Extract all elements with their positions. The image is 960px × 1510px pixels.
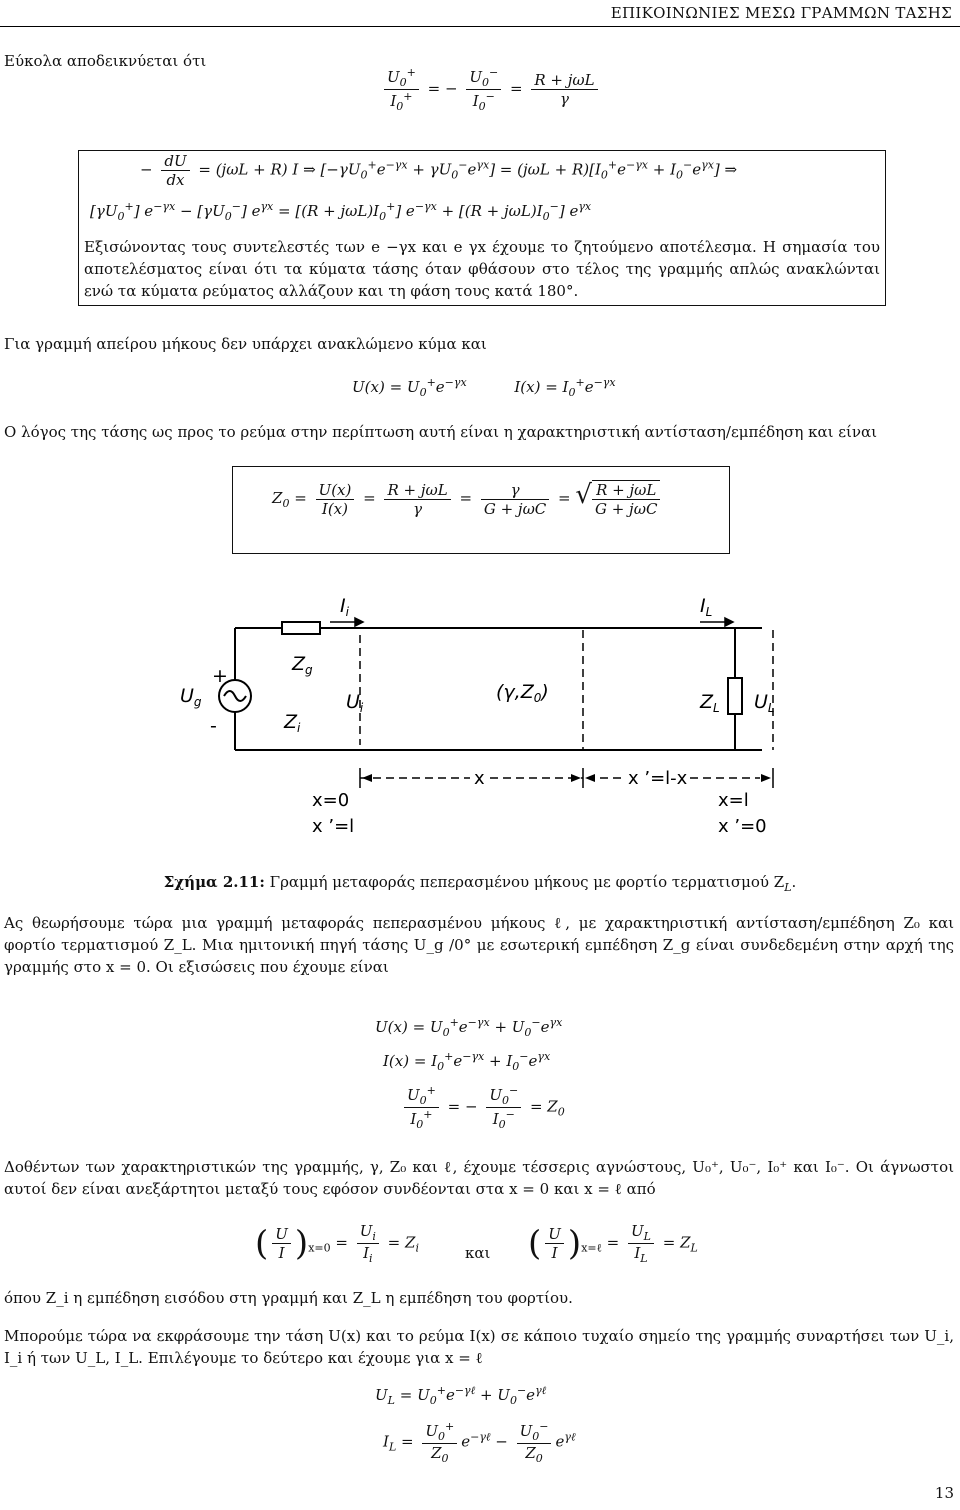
label-x: x xyxy=(474,768,485,789)
intro-text: Εύκολα αποδεικνύεται ότι xyxy=(4,52,207,70)
equation-derivative: − $\frac{dU}{dx}$ = (jωL + R) I ⇒ $[-\gamma U_0^+e^{-\gamma x} + \gamma U_0^-e^{\gamma x}] = (j\omega L + R)[I_0^+e^{-\gamma x} + I_0^-e^{\gamma x}]$ ⇒ xyxy=(140,152,738,189)
running-header: ΕΠΙΚΟΙΝΩΝΙΕΣ ΜΕΣΩ ΓΡΑΜΜΩΝ ΤΑΣΗΣ xyxy=(610,4,952,22)
header-rule xyxy=(0,26,960,27)
label-Ug: $U_g$ xyxy=(180,685,202,709)
label-plus: + xyxy=(212,665,228,687)
equation-voltage: $U(x) = U_0^+e^{-\gamma x} + U_0^-e^{\gamma x}$ xyxy=(375,1016,563,1039)
label-xprime: x ’=l-x xyxy=(628,768,688,789)
kai-text: και xyxy=(465,1244,491,1262)
equation-ratio-gamma: $\frac{U_0^+}{I_0^+}$ = − $\frac{U_0^-}{I_0^-}$ = $\frac{\text{R + jωL}}{\gamma}$ xyxy=(380,66,602,113)
transmission-line-circuit xyxy=(0,590,960,850)
label-xl: x=l xyxy=(718,790,749,811)
finite-line-paragraph: Ας θεωρήσουμε τώρα μια γραμμή μεταφοράς πεπερασμένου μήκους ℓ, με χαρακτηριστική αντίσταση/εμπέδηση Z₀ και φορτίο τερματισμού Z_L. Μια ημιτονική πηγή τάσης U_g /0° με εσωτερική εμπέδηση Z_g είναι συνδεδεμένη στην αρχή της γραμμής στο x = 0. Οι εξισώσεις που έχουμε είναι xyxy=(4,914,954,976)
equation-current: $I(x) = I_0^+e^{-\gamma x} + I_0^-e^{\gamma x}$ xyxy=(383,1050,551,1073)
label-Ii: $I_i$ xyxy=(340,595,349,619)
figure-caption: Σχήμα 2.11: Γραμμή μεταφοράς πεπερασμένου μήκους με φορτίο τερματισμού $Z_L$. xyxy=(163,873,797,894)
label-xpl: x ’=l xyxy=(312,816,355,837)
label-xp0: x ’=0 xyxy=(718,816,767,837)
where-paragraph: όπου Z_i η εμπέδηση εισόδου στη γραμμή και Z_L η εμπέδηση του φορτίου. xyxy=(4,1289,573,1307)
label-x0: x=0 xyxy=(312,790,350,811)
equation-coefficients: $[\gamma U_0^+] e^{-\gamma x} - [\gamma U_0^-] e^{\gamma x} = [(R + j\omega L)I_0^+] e^{-\gamma x} + [(R + j\omega L)I_0^-]$ $e^{\gamma x}$ xyxy=(90,200,592,223)
label-Zi: $Z_i$ xyxy=(284,711,301,735)
label-UL: $U_L$ xyxy=(754,691,775,715)
label-Zg: $Z_g$ xyxy=(292,653,313,677)
equation-IL: $I_L$ = $\frac{U_0^+}{Z_0}$ $e^{-\gamma\ell}$ − $\frac{U_0^-}{Z_0}$ $e^{\gamma\ell}$ xyxy=(383,1420,576,1465)
equation-boundary-start: ( $\frac{U}{I}$ )$_{x=0}$ = $\frac{U_i}{I_i}$ = $Z_i$ xyxy=(255,1222,419,1265)
express-paragraph: Μπορούμε τώρα να εκφράσουμε την τάση U(x) και το ρεύμα I(x) σε κάποιο τυχαίο σημείο της γραμμής συναρτήσει των U_i, I_i ή των U_L, I_L. Επιλέγουμε το δεύτερο και έχουμε για x = ℓ xyxy=(4,1327,954,1367)
label-Ui: $U_i$ xyxy=(346,691,364,715)
equation-infinite-line: $U(x) = U_0^+e^{-\gamma x}$ $I(x) = I_0^+e^{-\gamma x}$ xyxy=(352,376,616,399)
infinite-line-text: Για γραμμή απείρου μήκους δεν υπάρχει ανακλώμενο κύμα και xyxy=(4,335,487,353)
caption-label: Σχήμα 2.11: xyxy=(163,873,265,891)
equation-boundary-end: ( $\frac{U}{I}$ )$_{x=\ell}$ = $\frac{U_L}{I_L}$ = $Z_L$ xyxy=(528,1222,698,1265)
equation-UL: $U_L = U_0^+e^{-\gamma\ell} + U_0^-e^{\gamma\ell}$ xyxy=(375,1384,547,1407)
equation-ratio-z0: $\frac{U_0^+}{I_0^+}$ = − $\frac{U_0^-}{I_0^-}$ = $Z_0$ xyxy=(400,1084,565,1131)
given-paragraph: Δοθέντων των χαρακτηριστικών της γραμμής, γ, Z₀ και ℓ, έχουμε τέσσερις αγνώστους, U₀⁺, U₀⁻, I₀⁺ και I₀⁻. Οι άγνωστοι αυτοί δεν είναι ανεξάρτητοι μεταξύ τους εφόσον συνδέονται στα x = 0 και x = ℓ από xyxy=(4,1158,954,1198)
caption-text: Γραμμή μεταφοράς πεπερασμένου μήκους με φορτίο τερματισμού Z xyxy=(264,873,785,891)
box-paragraph: Εξισώνοντας τους συντελεστές των e −γx και e γx έχουμε το ζητούμενο αποτέλεσμα. Η σημασία του αποτελέσματος είναι ότι τα κύματα τάσης όταν φθάσουν στο τέλος της γραμμής απλώς ανακλώνται ενώ τα κύματα ρεύματος αλλάζουν και τη φάση τους κατά 180°. xyxy=(84,238,880,300)
equation-characteristic-impedance: $Z_0$ = $\frac{U(x)}{I(x)}$ = $\frac{\text{R + jωL}}{\gamma}$ = $\frac{\gamma}{\text{G + jωC}}$ = √ $\frac{\text{R + jωL}}{\text{G + jωC}}$ xyxy=(272,480,664,518)
label-ZL: $Z_L$ xyxy=(700,691,720,715)
page-number: 13 xyxy=(934,1484,954,1502)
label-minus: - xyxy=(210,715,217,737)
label-IL: $I_L$ xyxy=(700,595,713,619)
label-line: $(\gamma,Z_0)$ xyxy=(496,681,549,705)
ratio-text: Ο λόγος της τάσης ως προς το ρεύμα στην περίπτωση αυτή είναι η χαρακτηριστική αντίσταση/εμπέδηση και είναι xyxy=(4,423,878,441)
